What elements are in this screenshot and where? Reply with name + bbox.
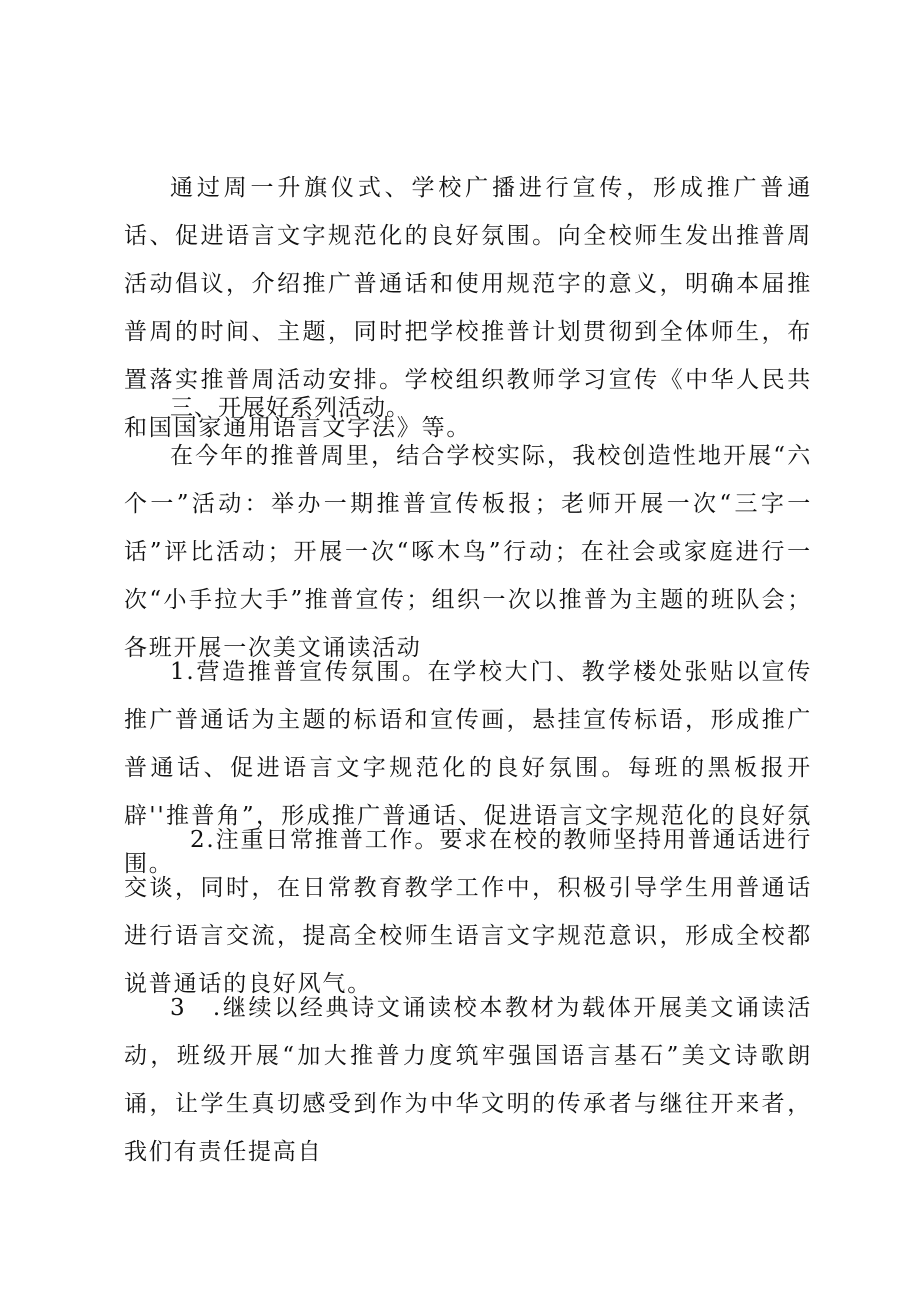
list-item-recitation: 3 .继续以经典诗文诵读校本教材为载体开展美文诵读活动，班级开展“加大推普力度筑牢强国语言基石”美文诗歌朗诵，让学生真切感受到作为中华文明的传承者与继往开来者，我们有责任提高自 xyxy=(124,995,812,1165)
list-item-daily-work: 2.注重日常推普工作。要求在校的教师坚持用普通话进行交谈，同时，在日常教育教学工作中，积极引导学生用普通话进行语言交流，提高全校师生语言文字规范意识，形成全校都说普通话的良好风气。 xyxy=(124,827,812,997)
paragraph-publicity: 通过周一升旗仪式、学校广播进行宣传，形成推广普通话、促进语言文字规范化的良好氛围。向全校师生发出推普周活动倡议，介绍推广普通话和使用规范字的意义，明确本届推普周的时间、主题，同时把学校推普计划贯彻到全体师生，布置落实推普周活动安排。学校组织教师学习宣传《中华人民共和国国家通用语言文字法》等。 xyxy=(124,175,812,441)
section-heading-activities: 三、开展好系列活动。 xyxy=(170,395,410,421)
list-item-atmosphere: 1.营造推普宣传氛围。在学校大门、教学楼处张贴以宣传推广普通话为主题的标语和宣传画，悬挂宣传标语，形成推广普通话、促进语言文字规范化的良好氛围。每班的黑板报开辟''推普角”，形成推广普通话、促进语言文字规范化的良好氛围。 xyxy=(124,659,812,877)
paragraph-six-activities: 在今年的推普周里，结合学校实际，我校创造性地开展“六个一”活动：举办一期推普宣传板报；老师开展一次“三字一话”评比活动；开展一次“啄木鸟”行动；在社会或家庭进行一次“小手拉大手”推普宣传；组织一次以推普为主题的班队会；各班开展一次美文诵读活动 xyxy=(124,443,812,661)
